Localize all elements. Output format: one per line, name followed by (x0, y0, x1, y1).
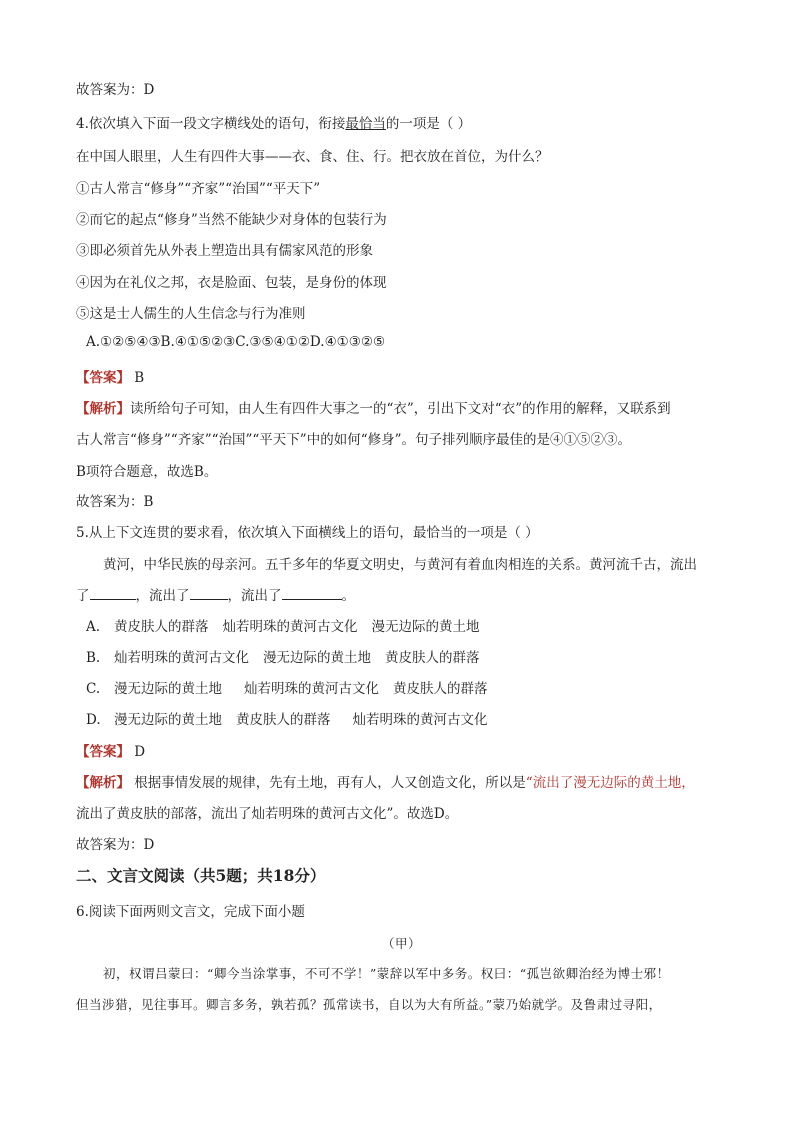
q4-stem-b: 的一项是（ ） (385, 116, 472, 132)
q5-option-b-letter: B. (86, 650, 101, 666)
q4-item-2: ②而它的起点“修身”当然不能缺少对身体的包装行为 (76, 212, 387, 228)
q5-blank-2 (190, 586, 228, 600)
q5-option-c-letter: C. (86, 681, 101, 697)
q5-option-c-part-3: 黄皮肤人的群落 (393, 681, 488, 697)
q5-analysis-text-1: 根据事情发展的规律，先有土地，再有人，人又创造文化，所以是 (130, 775, 526, 791)
q4-analysis-line-3: B项符合题意，故选B。 (76, 464, 218, 480)
q5-passage-1: 黄河，中华民族的母亲河。五千多年的华夏文明史，与黄河有着血肉相连的关系。黄河流千古，流出 (103, 557, 697, 573)
q4-intro: 在中国人眼里，人生有四件大事——衣、食、住、行。把衣放在首位，为什么？ (76, 149, 549, 165)
q5-option-d-part-1: 漫无边际的黄土地 (114, 712, 222, 728)
q5-analysis-highlight: “流出了漫无边际的黄土地， (525, 775, 695, 791)
q5-option-a-part-2: 灿若明珠的黄河古文化 (222, 619, 358, 635)
q4-answer-tag: 【答案】 (76, 370, 130, 386)
q4-stem-a: 4.依次填入下面一段文字横线处的语句，衔接 (76, 116, 346, 132)
q5-answer-value: D (134, 744, 146, 760)
q6-text-2: 但当涉猎，见往事耳。卿言多务，孰若孤？孤常读书，自以为大有所益。”蒙乃始就学。及鲁肃过寻阳， (76, 997, 662, 1012)
q4-analysis-tag: 【解析】 (76, 401, 130, 417)
q4-stem (76, 112, 471, 132)
q6-subtitle: （甲） (382, 936, 422, 951)
q5-option-d (86, 708, 488, 728)
q5-option-b-part-1: 灿若明珠的黄河古文化 (114, 650, 249, 666)
q5-passage-2 (76, 584, 355, 604)
q5-blank-3 (282, 586, 342, 600)
q4-analysis-line-1 (76, 397, 671, 417)
q4-item-3: ③即必须首先从外表上塑造出具有儒家风范的形象 (76, 243, 373, 259)
prev-answer-line: 故答案为：D (76, 82, 155, 98)
q5-option-c (86, 677, 488, 697)
q5-passage-2c: ，流出了 (227, 588, 282, 604)
q5-option-b-part-3: 黄皮肤人的群落 (385, 650, 480, 666)
q4-item-4: ④因为在礼仪之邦，衣是脸面、包装，是身份的体现 (76, 275, 387, 291)
q5-option-d-part-3: 灿若明珠的黄河古文化 (352, 712, 488, 728)
q5-option-a-part-3: 漫无边际的黄土地 (371, 619, 480, 635)
q5-option-a-part-1: 黄皮肤人的群落 (114, 619, 209, 635)
q5-option-c-part-1: 漫无边际的黄土地 (114, 681, 222, 697)
q5-passage-2b: ，流出了 (135, 588, 190, 604)
q5-blank-1 (90, 586, 136, 600)
q6-text-1: 初，权谓吕蒙曰：“卿今当涂掌事，不可不学！”蒙辞以军中多务。权曰：“孤岂欲卿治经为博士邪！ (103, 966, 670, 981)
q4-answer-value: B (134, 370, 145, 386)
section-2-heading: 二、文言文阅读（共5题；共18分） (76, 866, 326, 885)
q4-analysis-line-2: 古人常言“修身”“齐家”“治国”“平天下”中的如何“修身”。句子排列顺序最佳的是④①⑤②③。 (76, 432, 632, 448)
q5-analysis-line-2: 流出了黄皮肤的部落，流出了灿若明珠的黄河古文化”。故选D。 (76, 806, 459, 822)
q4-answer (76, 366, 144, 386)
q5-option-d-letter: D. (86, 712, 101, 728)
q5-analysis-line-1 (76, 771, 695, 791)
q5-stem: 5.从上下文连贯的要求看，依次填入下面横线上的语句，最恰当的一项是（ ） (76, 525, 539, 541)
q5-passage-2d: 。 (341, 588, 355, 604)
q4-item-5: ⑤这是士人儒生的人生信念与行为准则 (76, 306, 306, 322)
q5-option-a-letter: A. (86, 619, 101, 635)
q5-option-b (86, 646, 480, 666)
q4-final-answer: 故答案为：B (76, 494, 154, 510)
q4-stem-underlined: 最恰当 (345, 116, 386, 132)
q5-analysis-tag: 【解析】 (76, 775, 130, 791)
q5-option-c-part-2: 灿若明珠的黄河古文化 (244, 681, 379, 697)
q5-option-b-part-2: 漫无边际的黄土地 (263, 650, 371, 666)
q5-answer (76, 740, 145, 760)
q5-final-answer: 故答案为：D (76, 837, 155, 853)
q5-passage-2a: 了 (76, 588, 90, 604)
q5-option-a (86, 615, 480, 635)
q4-analysis-text-1: 读所给句子可知，由人生有四件大事之一的“衣”，引出下文对“衣”的作用的解释，又联系到 (130, 401, 671, 417)
q6-stem: 6.阅读下面两则文言文，完成下面小题 (76, 904, 305, 920)
q5-answer-tag: 【答案】 (76, 744, 130, 760)
q4-item-1: ①古人常言“修身”“齐家”“治国”“平天下” (76, 181, 321, 197)
q4-options: A.①②⑤④③B.④①⑤②③C.③⑤④①②D.④①③②⑤ (86, 334, 386, 350)
q5-option-d-part-2: 黄皮肤人的群落 (236, 712, 331, 728)
